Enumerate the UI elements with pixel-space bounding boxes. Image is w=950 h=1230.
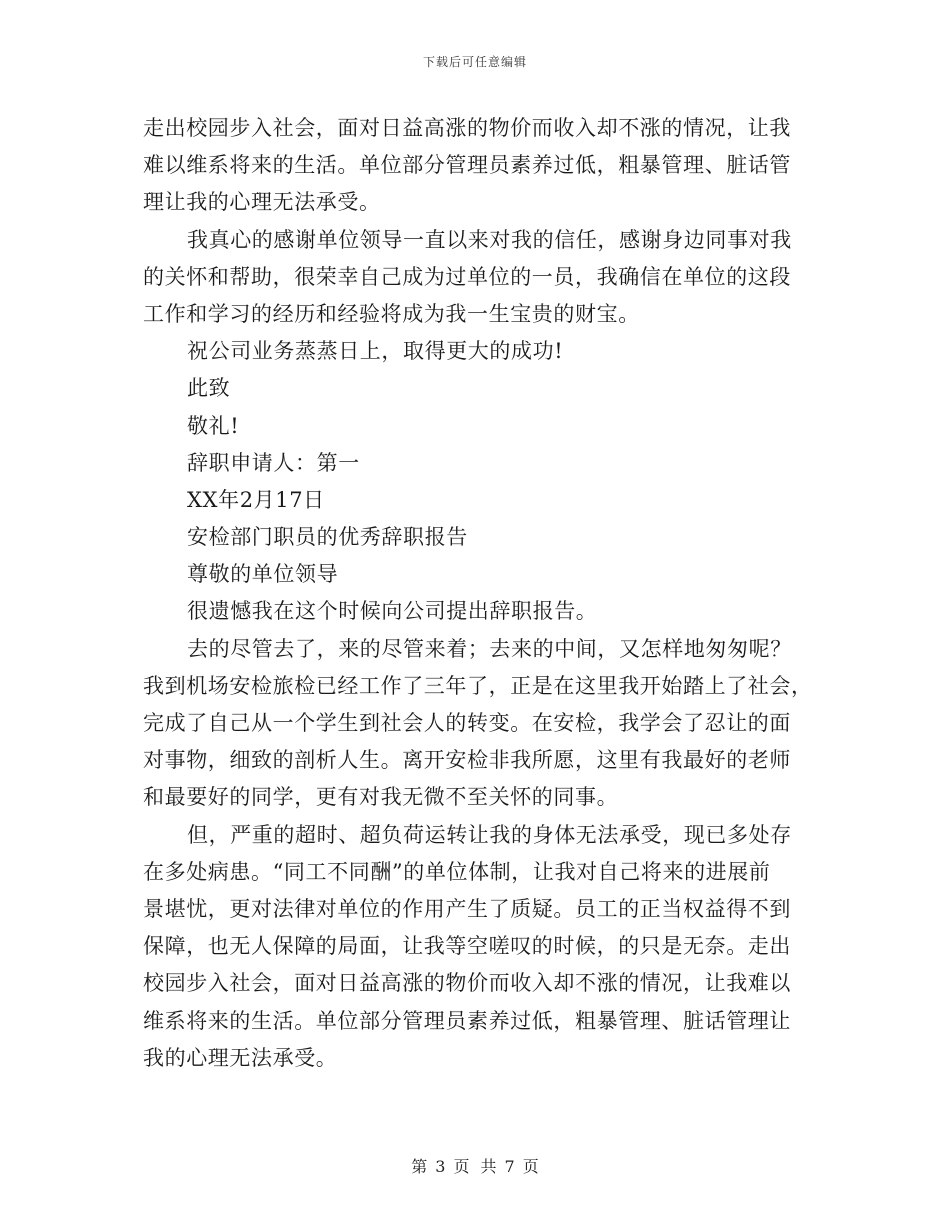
body-line: 在多处病患。“同工不同酬”的单位体制，让我对自己将来的进展前 [143, 859, 771, 884]
page-number-footer [0, 1154, 950, 1177]
body-line: 我的心理无法承受。 [143, 1045, 338, 1070]
body-line: 但，严重的超时、超负荷运转让我的身体无法承受，现已多处存 [187, 822, 792, 847]
applicant-signature: 辞职申请人：第一 [187, 450, 360, 475]
body-line: 去的尽管去了，来的尽管来着；去来的中间，又怎样地匆匆呢？ [187, 636, 792, 661]
body-line: 和最要好的同学，更有对我无微不至关怀的同事。 [143, 785, 619, 810]
page-mid-text: 页 共 [453, 1157, 497, 1176]
salutation-line: 此致 [187, 376, 231, 401]
section-title: 安检部门职员的优秀辞职报告 [187, 525, 468, 550]
current-page-number: 3 [435, 1157, 446, 1176]
page-header-note: 下载后可任意编辑 [422, 55, 527, 69]
salutation-line: 敬礼! [187, 413, 240, 438]
body-line: 走出校园步入社会，面对日益高涨的物价而收入却不涨的情况，让我 [143, 116, 791, 140]
document-body [143, 110, 813, 1077]
closing-wish: 祝公司业务蒸蒸日上，取得更大的成功! [187, 339, 564, 364]
body-line: 理让我的心理无法承受。 [143, 190, 381, 215]
body-line: 完成了自己从一个学生到社会人的转变。在安检，我学会了忍让的面 [143, 711, 791, 735]
body-line: 维系将来的生活。单位部分管理员素养过低，粗暴管理、脏话管理让 [143, 1008, 791, 1033]
body-line: 景堪忧，更对法律对单位的作用产生了质疑。员工的正当权益得不到 [143, 896, 791, 921]
greeting: 尊敬的单位领导 [187, 562, 339, 587]
body-line: 我到机场安检旅检已经工作了三年了，正是在这里我开始踏上了社会， [143, 673, 813, 698]
page-prefix: 第 [411, 1157, 428, 1176]
body-line: 工作和学习的经历和经验将成为我一生宝贵的财宝。 [143, 301, 640, 326]
body-line: 对事物，细致的剖析人生。离开安检非我所愿，这里有我最好的老师 [143, 748, 791, 773]
body-line: 的关怀和帮助，很荣幸自己成为过单位的一员，我确信在单位的这段 [143, 264, 791, 289]
body-line: 我真心的感谢单位领导一直以来对我的信任，感谢身边同事对我 [187, 227, 792, 252]
body-line: 校园步入社会，面对日益高涨的物价而收入却不涨的情况，让我难以 [143, 971, 791, 996]
body-line: 保障，也无人保障的局面，让我等空嗟叹的时候，的只是无奈。走出 [143, 934, 791, 959]
page-suffix: 页 [522, 1157, 539, 1176]
total-page-count: 7 [504, 1157, 515, 1176]
letter-date: XX年2月17日 [187, 487, 325, 512]
body-line: 难以维系将来的生活。单位部分管理员素养过低，粗暴管理、脏话管 [143, 153, 791, 178]
body-line: 很遗憾我在这个时候向公司提出辞职报告。 [187, 599, 598, 624]
